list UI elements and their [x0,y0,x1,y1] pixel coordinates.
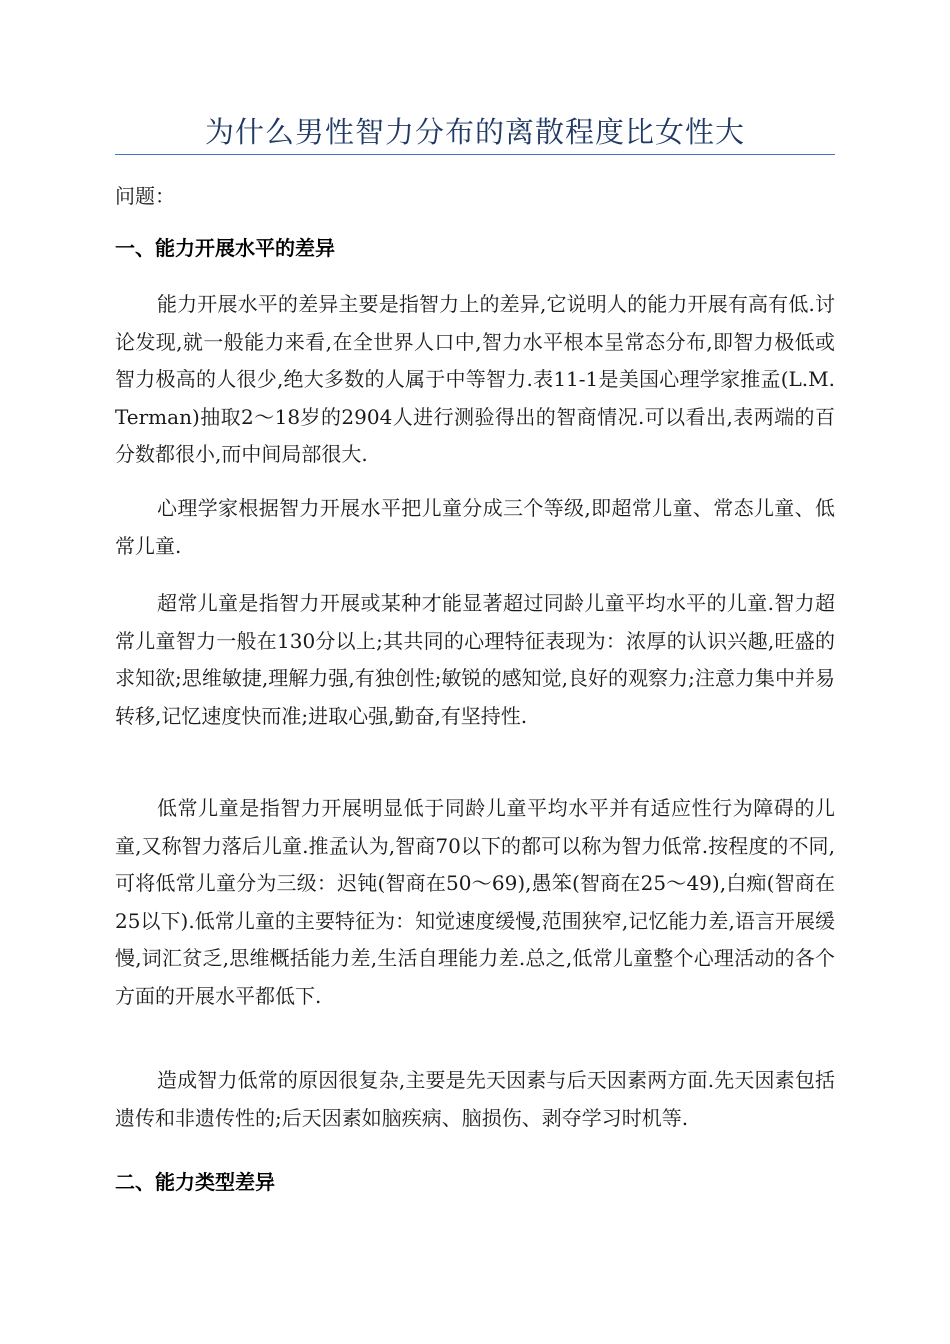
paragraph-4: 低常儿童是指智力开展明显低于同龄儿童平均水平并有适应性行为障碍的儿童,又称智力落后儿童.推孟认为,智商70以下的都可以称为智力低常.按程度的不同,可将低常儿童分为三级：迟钝(智商在50～69),愚笨(智商在25～49),白痴(智商在25以下).低常儿童的主要特征为：知觉速度缓慢,范围狭窄,记忆能力差,语言开展缓慢,词汇贫乏,思维概括能力差,生活自理能力差.总之,低常儿童整个心理活动的各个方面的开展水平都低下. [115,796,835,1008]
section-heading-1: 一、能力开展水平的差异 [115,236,335,260]
question-label: 问题： [115,184,175,208]
paragraph-1: 能力开展水平的差异主要是指智力上的差异,它说明人的能力开展有高有低.讨论发现,就一般能力来看,在全世界人口中,智力水平根本呈常态分布,即智力极低或智力极高的人很少,绝大多数的人属于中等智力.表11-1是美国心理学家推孟(L.M.Terman)抽取2～18岁的2904人进行测验得出的智商情况.可以看出,表两端的百分数都很小,而中间局部很大. [115,292,835,466]
title-underline [115,154,835,155]
paragraph-2: 心理学家根据智力开展水平把儿童分成三个等级,即超常儿童、常态儿童、低常儿童. [115,496,835,558]
document-title: 为什么男性智力分布的离散程度比女性大 [204,115,745,149]
paragraph-3: 超常儿童是指智力开展或某种才能显著超过同龄儿童平均水平的儿童.智力超常儿童智力一般在130分以上;其共同的心理特征表现为：浓厚的认识兴趣,旺盛的求知欲;思维敏捷,理解力强,有独创性;敏锐的感知觉,良好的观察力;注意力集中并易转移,记忆速度快而准;进取心强,勤奋,有坚持性. [115,591,835,728]
paragraph-5: 造成智力低常的原因很复杂,主要是先天因素与后天因素两方面.先天因素包括遗传和非遗传性的;后天因素如脑疾病、脑损伤、剥夺学习时机等. [115,1068,835,1130]
section-heading-2: 二、能力类型差异 [115,1170,275,1194]
